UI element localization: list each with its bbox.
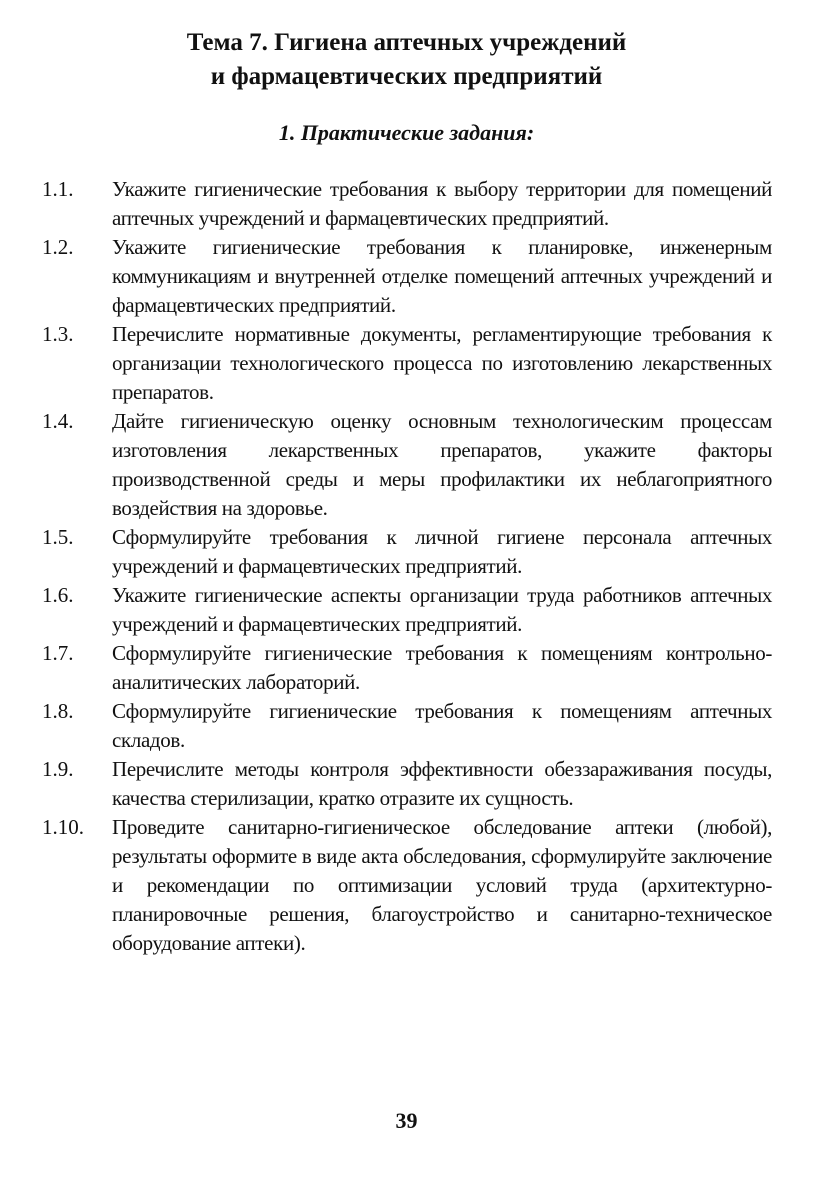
- task-item: [42, 233, 772, 320]
- task-item: [42, 320, 772, 407]
- task-text: Дайте гигиеническую оценку основным технологическим процессам изготовления лекарственных препаратов, укажите факторы производственной среды и меры профилактики их неблагоприятного воздействия на здоровье.: [112, 409, 772, 520]
- task-text: Укажите гигиенические аспекты организации труда работников аптечных учреждений и фармацевтических предприятий.: [112, 583, 772, 636]
- task-item: [42, 407, 772, 523]
- task-number: 1.7.: [42, 641, 74, 665]
- task-text: Укажите гигиенические требования к планировке, инженерным коммуникациям и внутренней отделке помещений аптечных учреждений и фармацевтических предприятий.: [112, 235, 772, 317]
- task-text: Сформулируйте гигиенические требования к помещениям аптечных складов.: [112, 699, 772, 752]
- title-line-1: Тема 7. Гигиена аптечных учреждений: [186, 29, 627, 56]
- task-item: [42, 697, 772, 755]
- task-item: [42, 813, 772, 958]
- task-text: Сформулируйте гигиенические требования к помещениям контрольно-аналитических лабораторий.: [112, 641, 772, 694]
- task-text: Перечислите методы контроля эффективности обеззараживания посуды, качества стерилизации, кратко отразите их сущность.: [112, 757, 772, 810]
- task-number: 1.5.: [42, 525, 74, 549]
- task-item: [42, 639, 772, 697]
- task-number: 1.10.: [42, 815, 84, 839]
- task-item: [42, 581, 772, 639]
- title-line-2: и фармацевтических предприятий: [210, 63, 603, 90]
- page-title: [0, 26, 813, 94]
- task-number: 1.2.: [42, 235, 74, 259]
- task-number: 1.8.: [42, 699, 74, 723]
- section-subtitle: 1. Практические задания:: [278, 120, 535, 145]
- task-text: Укажите гигиенические требования к выбору территории для помещений аптечных учреждений и фармацевтических предприятий.: [112, 177, 772, 230]
- task-item: [42, 523, 772, 581]
- task-text: Сформулируйте требования к личной гигиене персонала аптечных учреждений и фармацевтических предприятий.: [112, 525, 772, 578]
- task-number: 1.6.: [42, 583, 74, 607]
- task-number: 1.3.: [42, 322, 74, 346]
- task-item: [42, 755, 772, 813]
- task-number: 1.9.: [42, 757, 74, 781]
- task-number: 1.1.: [42, 177, 74, 201]
- task-list: [42, 175, 772, 958]
- task-text: Проведите санитарно-гигиеническое обследование аптеки (любой), результаты оформите в виде акта обследования, сформулируйте заключение и рекомендации по оптимизации условий труда (архитектурно-планировочные решения, благоустройство и санитарно-техническое оборудование аптеки).: [112, 815, 772, 955]
- task-number: 1.4.: [42, 409, 74, 433]
- page-number: 39: [395, 1108, 418, 1133]
- task-text: Перечислите нормативные документы, регламентирующие требования к организации технологического процесса по изготовлению лекарственных препаратов.: [112, 322, 772, 404]
- task-item: [42, 175, 772, 233]
